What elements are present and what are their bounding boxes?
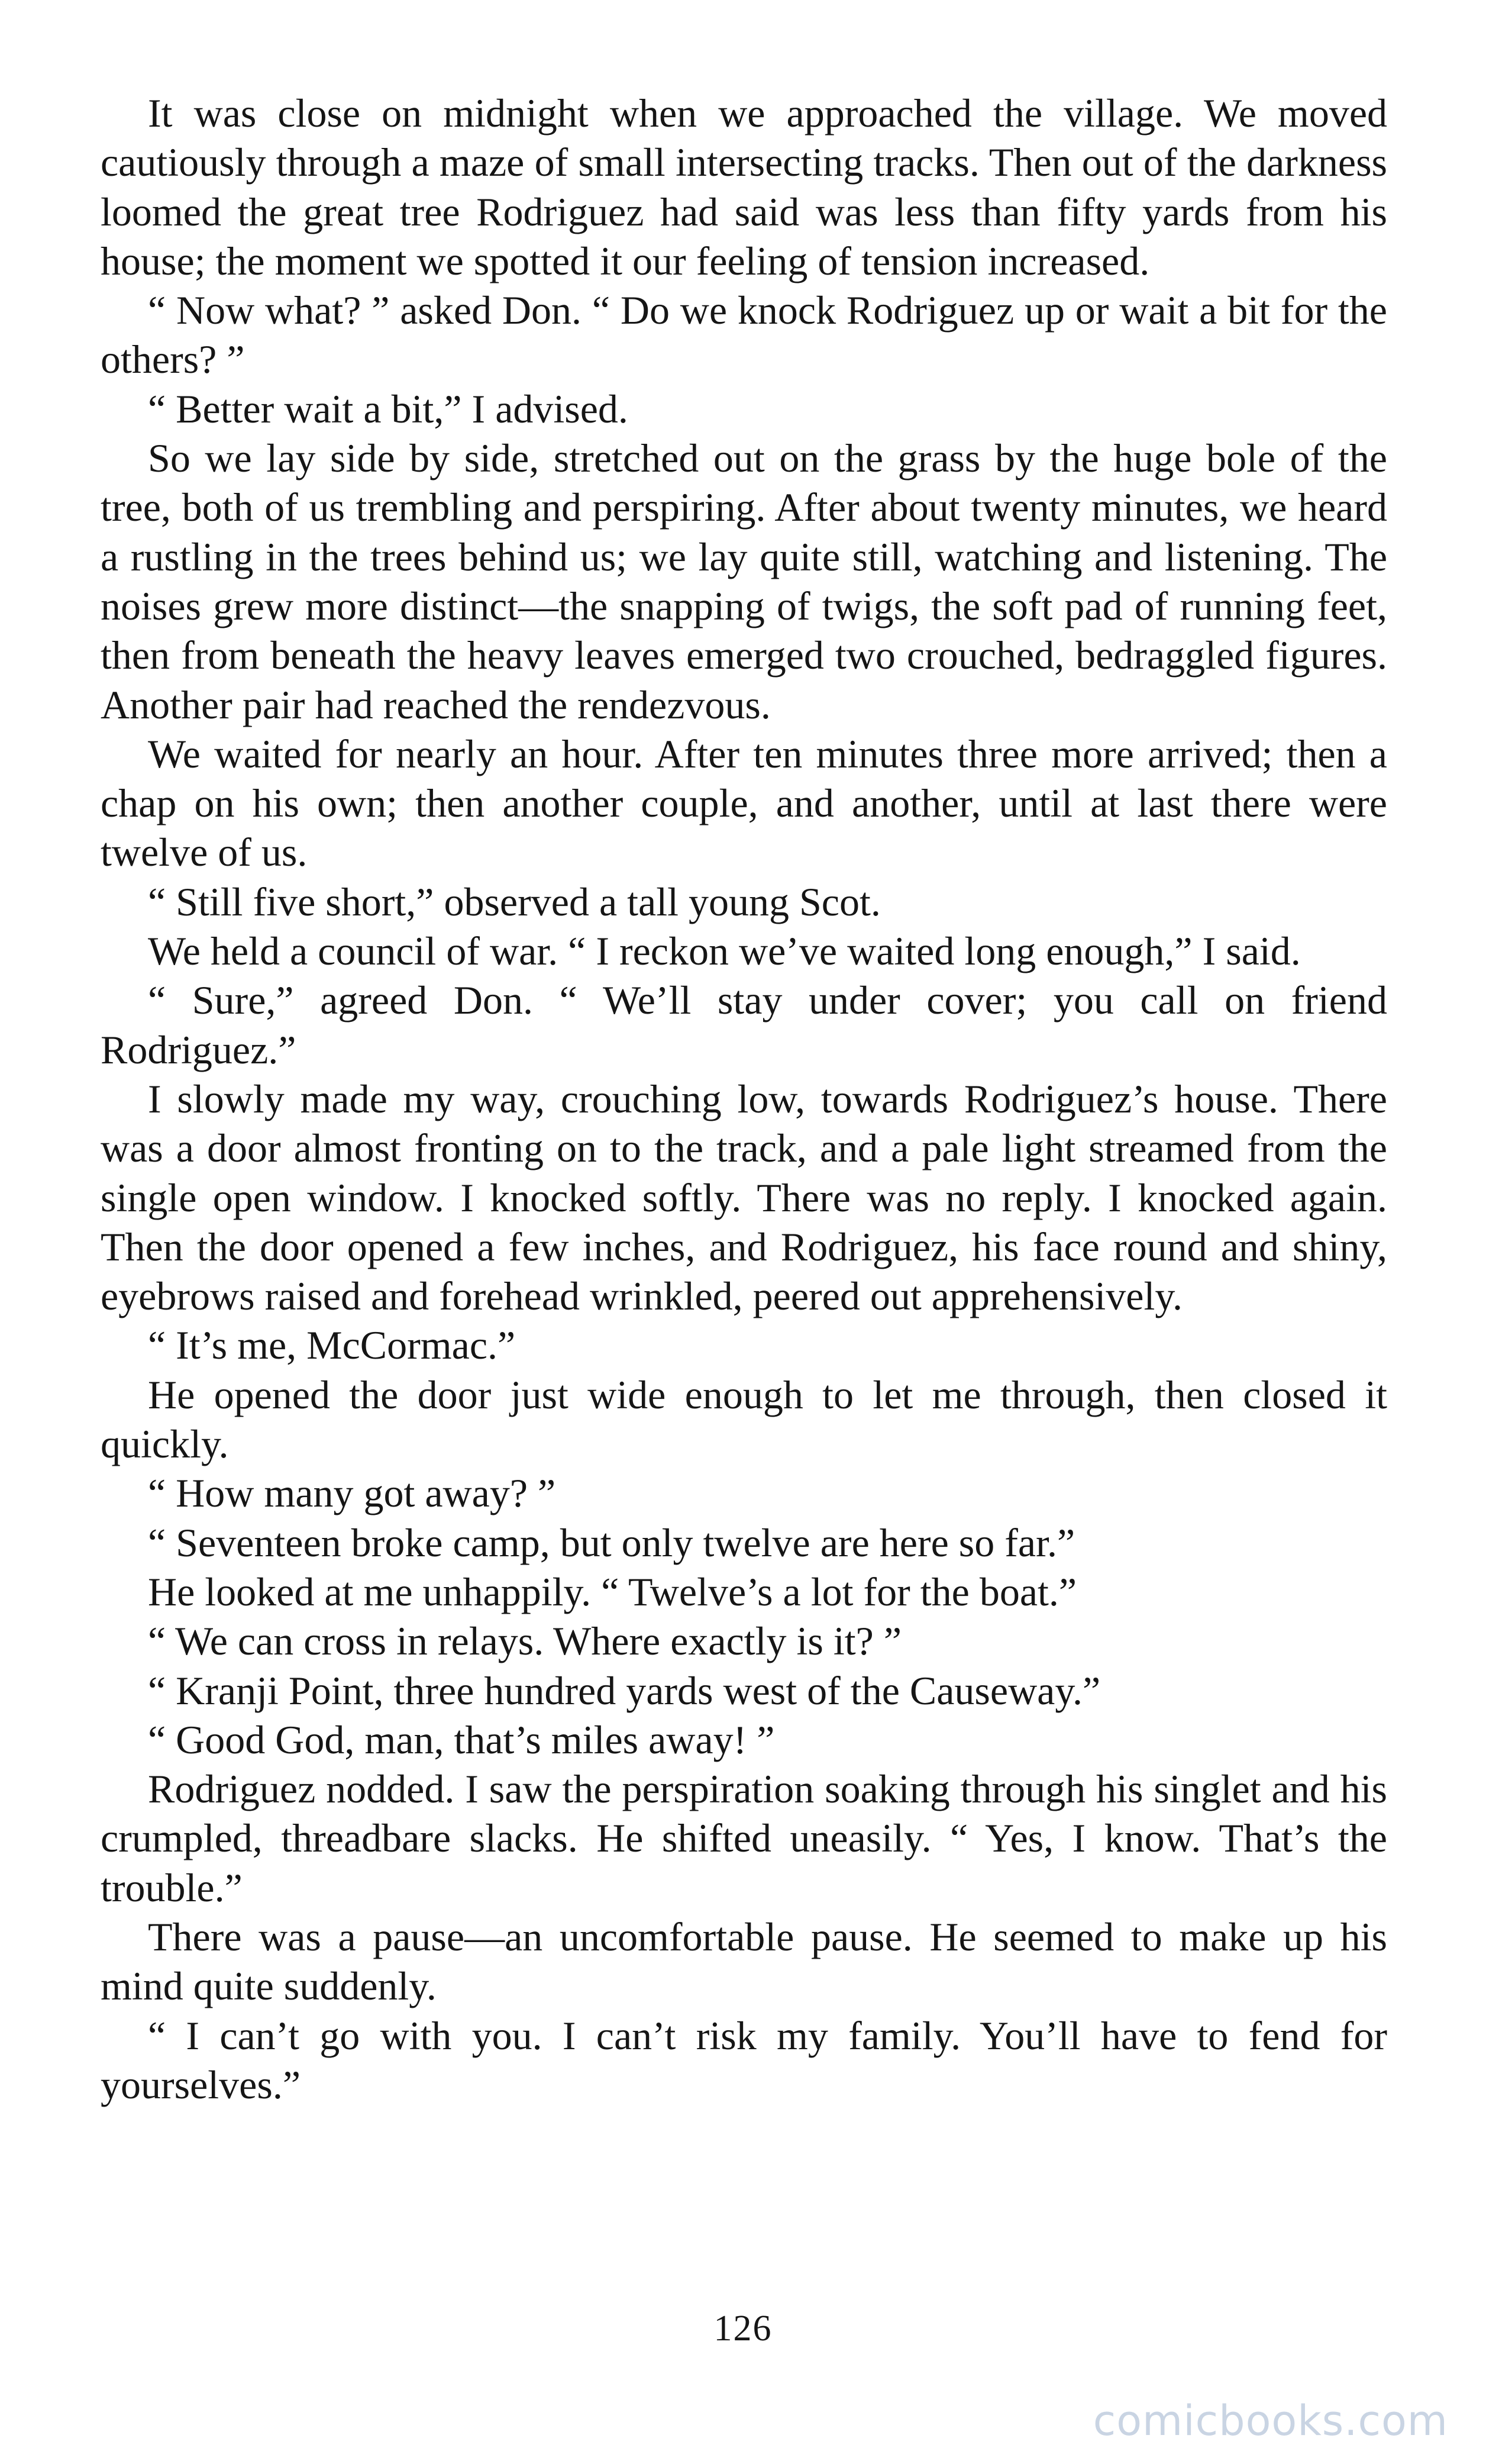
paragraph: “ How many got away? ”	[148, 1470, 556, 1516]
paragraph: “ It’s me, McCormac.”	[148, 1323, 516, 1368]
paragraph: Rodriguez nodded. I saw the perspiration soaking through his singlet and his crumpled, threadbare slacks. He shifted uneasily. “ Yes, I know. That’s the trouble.”	[101, 1766, 1387, 1910]
paragraph: We held a council of war. “ I reckon we’ve waited long enough,” I said.	[148, 928, 1301, 974]
paragraph: “ Seventeen broke camp, but only twelve are here so far.”	[148, 1520, 1075, 1565]
page-number: 126	[713, 2308, 773, 2349]
paragraph: “ Better wait a bit,” I advised.	[148, 386, 628, 431]
paragraph: “ Good God, man, that’s miles away! ”	[148, 1717, 775, 1762]
paragraph: “ I can’t go with you. I can’t risk my family. You’ll have to fend for yourselves.”	[101, 2013, 1387, 2107]
paragraph: We waited for nearly an hour. After ten minutes three more arrived; then a chap on his own; then another couple, and another, until at last there were twelve of us.	[101, 731, 1387, 875]
paragraph: There was a pause—an uncomfortable pause. He seemed to make up his mind quite suddenly.	[101, 1914, 1387, 2009]
paragraph: He looked at me unhappily. “ Twelve’s a lot for the boat.”	[148, 1569, 1077, 1614]
paragraph: He opened the door just wide enough to let me through, then closed it quickly.	[101, 1372, 1387, 1467]
body-text	[101, 89, 1387, 2110]
paragraph: “ We can cross in relays. Where exactly is it? ”	[148, 1618, 902, 1664]
watermark: comicbooks.com	[1093, 2397, 1448, 2445]
paragraph: I slowly made my way, crouching low, towards Rodriguez’s house. There was a door almost fronting on to the track, and a pale light streamed from the single open window. I knocked softly. There was no reply. I knocked again. Then the door opened a few inches, and Rodriguez, his face round and shiny, eyebrows raised and forehead wrinkled, peered out apprehensively.	[101, 1076, 1387, 1319]
paragraph: “ Kranji Point, three hundred yards west of the Causeway.”	[148, 1668, 1101, 1713]
paragraph: So we lay side by side, stretched out on the grass by the huge bole of the tree, both of us trembling and perspiring. After about twenty minutes, we heard a rustling in the trees behind us; we lay quite still, watching and listening. The noises grew more distinct—the snapping of twigs, the soft pad of running feet, then from beneath the heavy leaves emerged two crouched, bedraggled figures. Another pair had reached the rendezvous.	[101, 436, 1387, 727]
paragraph: It was close on midnight when we approached the village. We moved cautiously through a maze of small intersecting tracks. Then out of the darkness loomed the great tree Rodriguez had said was less than fifty yards from his house; the moment we spotted it our feeling of tension increased.	[101, 91, 1387, 283]
paragraph: “ Sure,” agreed Don. “ We’ll stay under cover; you call on friend Rodriguez.”	[101, 978, 1387, 1072]
paragraph: “ Now what? ” asked Don. “ Do we knock Rodriguez up or wait a bit for the others? ”	[101, 288, 1387, 382]
paragraph: “ Still five short,” observed a tall young Scot.	[148, 879, 881, 924]
